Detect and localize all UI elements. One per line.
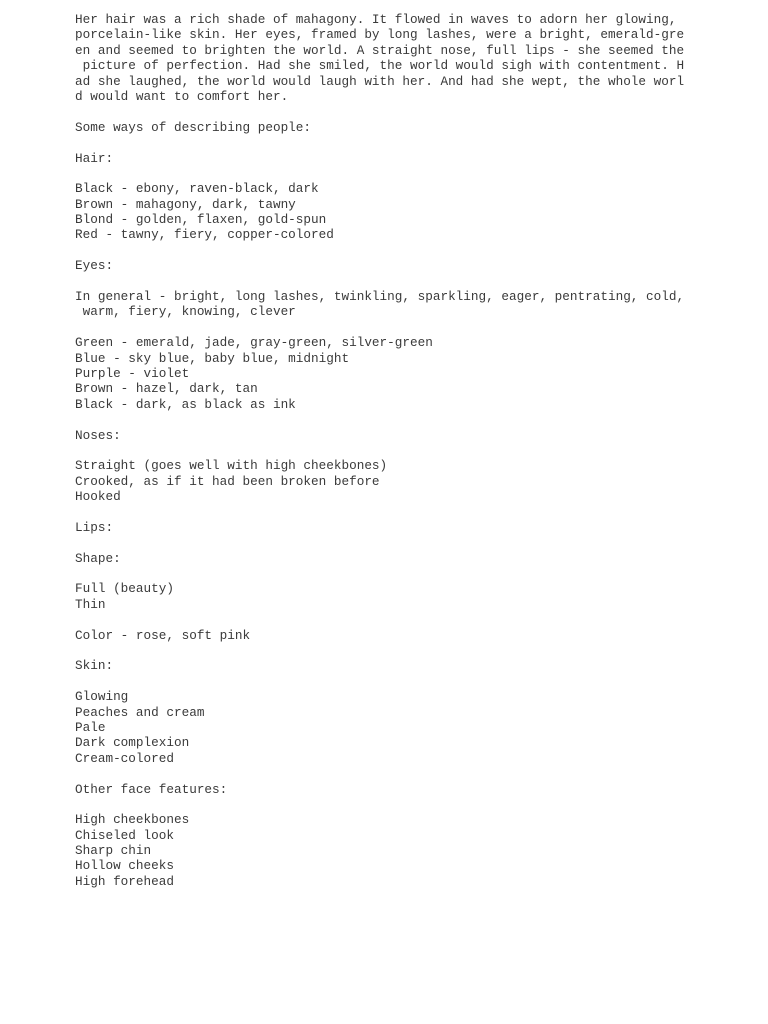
blank-line	[75, 104, 755, 119]
list-item: Crooked, as if it had been broken before	[75, 473, 380, 489]
list-item: Peaches and cream	[75, 704, 205, 720]
list-item: Black - dark, as black as ink	[75, 396, 296, 412]
blank-line	[75, 566, 755, 581]
text-line: picture of perfection. Had she smiled, the world would sigh with contentment. H	[75, 58, 685, 74]
list-item: Chiseled look	[75, 827, 174, 843]
blank-line	[75, 797, 755, 812]
blank-line	[75, 535, 755, 550]
section-heading: Hair:	[75, 150, 114, 166]
list-item: Red - tawny, fiery, copper-colored	[75, 227, 334, 243]
list-item: Brown - hazel, dark, tan	[75, 381, 258, 397]
list-item: Dark complexion	[75, 735, 190, 751]
list-item: Sharp chin	[75, 843, 152, 859]
list-item: High forehead	[75, 873, 174, 889]
section-heading: Noses:	[75, 427, 121, 443]
blank-line	[75, 412, 755, 427]
list-item: Color - rose, soft pink	[75, 627, 251, 643]
section-heading: Eyes:	[75, 258, 114, 274]
blank-line	[75, 166, 755, 181]
blank-line	[75, 766, 755, 781]
blank-line	[75, 243, 755, 258]
list-item: Green - emerald, jade, gray-green, silver-green	[75, 335, 433, 351]
text-line: ad she laughed, the world would laugh with her. And had she wept, the whole worl	[75, 73, 685, 89]
list-item: Purple - violet	[75, 365, 190, 381]
blank-line	[75, 443, 755, 458]
blank-line	[75, 135, 755, 150]
document-page	[75, 12, 755, 889]
list-item: Full (beauty)	[75, 581, 174, 597]
list-item: Blue - sky blue, baby blue, midnight	[75, 350, 350, 366]
list-item: warm, fiery, knowing, clever	[75, 304, 296, 320]
list-item: In general - bright, long lashes, twinkling, sparkling, eager, pentrating, cold,	[75, 289, 685, 305]
section-heading: Some ways of describing people:	[75, 119, 312, 135]
blank-line	[75, 674, 755, 689]
list-item: Hooked	[75, 489, 121, 505]
blank-line	[75, 643, 755, 658]
blank-line	[75, 505, 755, 520]
text-line: Her hair was a rich shade of mahagony. It flowed in waves to adorn her glowing,	[75, 12, 677, 27]
section-heading: Skin:	[75, 658, 114, 674]
list-item: Straight (goes well with high cheekbones)	[75, 458, 388, 474]
blank-line	[75, 274, 755, 289]
list-item: Cream-colored	[75, 750, 174, 766]
subsection-heading: Shape:	[75, 550, 121, 566]
blank-line	[75, 320, 755, 335]
text-line: porcelain-like skin. Her eyes, framed by long lashes, were a bright, emerald-gre	[75, 27, 685, 43]
text-line: d would want to comfort her.	[75, 88, 289, 104]
list-item: Black - ebony, raven-black, dark	[75, 181, 319, 197]
list-item: Glowing	[75, 689, 129, 705]
list-item: Blond - golden, flaxen, gold-spun	[75, 212, 327, 228]
text-line: en and seemed to brighten the world. A straight nose, full lips - she seemed the	[75, 42, 685, 58]
section-heading: Lips:	[75, 519, 114, 535]
section-heading: Other face features:	[75, 781, 228, 797]
list-item: Brown - mahagony, dark, tawny	[75, 196, 296, 212]
list-item: Thin	[75, 596, 106, 612]
list-item: High cheekbones	[75, 812, 190, 828]
list-item: Hollow cheeks	[75, 858, 174, 874]
list-item: Pale	[75, 719, 106, 735]
blank-line	[75, 612, 755, 627]
